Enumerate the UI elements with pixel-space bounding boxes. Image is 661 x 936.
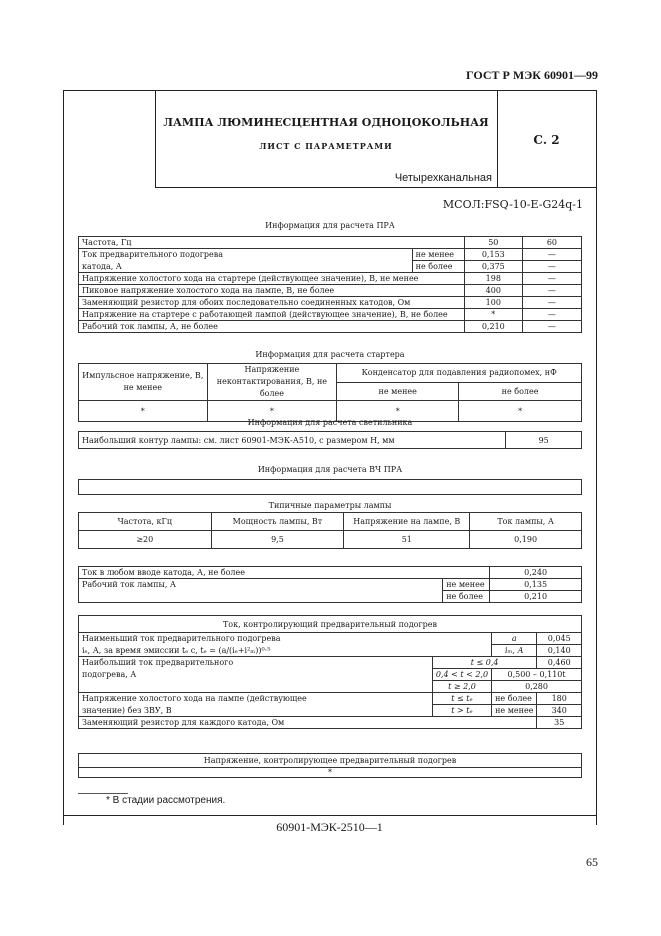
preheat-table xyxy=(78,615,582,729)
table-cell: Импульсное напряжение, В, не менее xyxy=(79,364,208,401)
table-cell: Наибольший контур лампы: см. лист 60901-МЭК-А510, с размером H, мм xyxy=(79,432,506,449)
table-cell: * xyxy=(207,401,337,422)
table-cell: 0,153 xyxy=(464,249,522,261)
table-cell: Ток, контролирующий предварительный подогрев xyxy=(79,616,582,633)
table-cell: 400 xyxy=(464,285,522,297)
table-row xyxy=(79,531,582,549)
table-cell: Напряжение неконтактирования, В, не более xyxy=(207,364,337,401)
table-cell: 0,210 xyxy=(464,321,522,333)
table-cell: iₘ, А xyxy=(492,645,537,657)
table-cell: Заменяющий резистор для каждого катода, Ом xyxy=(79,717,537,729)
table-cell: Напряжение на лампе, В xyxy=(344,513,470,531)
ballast-heading: Информация для расчета ПРА xyxy=(265,221,395,230)
table-row xyxy=(79,657,582,669)
table-row xyxy=(79,616,582,633)
table-cell: Заменяющий резистор для обоих последовательно соединенных катодов, Ом xyxy=(79,297,465,309)
table-cell: t > tₑ xyxy=(432,705,491,717)
table-cell: Ток предварительного подогрева xyxy=(79,249,413,261)
table-row xyxy=(79,669,582,681)
table-cell: 180 xyxy=(537,693,582,705)
table-cell: Рабочий ток лампы, А, не более xyxy=(79,321,465,333)
table-cell: t ≤ tₑ xyxy=(432,693,491,705)
table-cell: — xyxy=(522,249,581,261)
table-cell: 0,4 < t < 2,0 xyxy=(432,669,491,681)
table-row xyxy=(79,237,582,249)
table-cell: Конденсатор для подавления радиопомех, нФ xyxy=(337,364,582,383)
table-cell: 0,135 xyxy=(490,579,582,591)
table-row xyxy=(79,285,582,297)
table-row xyxy=(79,645,582,657)
lamp-type: Четырехканальная xyxy=(394,172,492,184)
page-label: С. 2 xyxy=(533,133,560,147)
table-cell: a xyxy=(492,633,537,645)
table-cell: iₑ, А, за время эмиссии tₑ с, tₑ = (a/(iₑ+i²ₘ))⁰·⁵ xyxy=(79,645,492,657)
table-cell: Мощность лампы, Вт xyxy=(211,513,344,531)
table-cell: Наименьший ток предварительного подогрева xyxy=(79,633,492,645)
footnote: * В стадии рассмотрения. xyxy=(106,795,226,806)
table-cell: 60 xyxy=(522,237,581,249)
table-row xyxy=(79,579,582,591)
table-cell: не менее xyxy=(443,579,490,591)
table-cell: * xyxy=(79,401,208,422)
cathode-table xyxy=(78,566,582,603)
table-cell: 0,280 xyxy=(492,681,582,693)
voltage-control-table xyxy=(78,753,582,778)
table-cell: Ток лампы, А xyxy=(470,513,582,531)
table-cell: — xyxy=(522,285,581,297)
table-cell: * xyxy=(464,309,522,321)
table-cell: 0,210 xyxy=(490,591,582,603)
title: ЛАМПА ЛЮМИНЕСЦЕНТНАЯ ОДНОЦОКОЛЬНАЯ xyxy=(163,116,489,129)
luminaire-table xyxy=(78,431,582,449)
table-row xyxy=(79,693,582,705)
table-cell: Частота, кГц xyxy=(79,513,212,531)
table-cell: 50 xyxy=(464,237,522,249)
typical-heading: Типичные параметры лампы xyxy=(268,501,392,510)
table-cell: 0,460 xyxy=(537,657,582,669)
table-cell: Напряжение на стартере с работающей лампой (действующее значение), В, не более xyxy=(79,309,465,321)
table-cell: t ≤ 0,4 xyxy=(432,657,537,669)
table-cell: не менее xyxy=(492,705,537,717)
table-cell: Напряжение, контролирующее предварительный подогрев xyxy=(79,754,582,768)
table-cell: 198 xyxy=(464,273,522,285)
table-row xyxy=(79,273,582,285)
table-row xyxy=(79,754,582,768)
table-cell: 0,375 xyxy=(464,261,522,273)
table-cell: 340 xyxy=(537,705,582,717)
table-row xyxy=(79,633,582,645)
luminaire-heading: Информация для расчета светильника xyxy=(247,418,413,427)
table-row xyxy=(79,309,582,321)
frame-top-rule xyxy=(63,90,596,91)
standard-number: ГОСТ Р МЭК 60901—99 xyxy=(466,68,598,82)
table-row xyxy=(79,717,582,729)
table-cell: не более xyxy=(459,382,582,401)
page-number: 65 xyxy=(586,855,598,869)
table-cell: не более xyxy=(443,591,490,603)
table-cell: 51 xyxy=(344,531,470,549)
table-cell: * xyxy=(337,401,459,422)
table-row xyxy=(79,249,582,261)
table-cell: 0,500 – 0,110t xyxy=(492,669,582,681)
table-cell: 0,045 xyxy=(537,633,582,645)
table-cell: Ток в любом вводе катода, А, не более xyxy=(79,567,490,579)
table-cell: 95 xyxy=(506,432,582,449)
table-cell: катода, А xyxy=(79,261,413,273)
table-cell: t ≥ 2,0 xyxy=(432,681,491,693)
table-cell: не более xyxy=(412,261,464,273)
table-cell: не менее xyxy=(412,249,464,261)
table-row xyxy=(79,567,582,579)
table-cell: Напряжение холостого хода на стартере (действующее значение), В, не менее xyxy=(79,273,465,285)
title-bottom-rule xyxy=(155,187,596,188)
table-cell: — xyxy=(522,273,581,285)
table-cell: * xyxy=(459,401,582,422)
table-row xyxy=(79,432,582,449)
table-cell: Рабочий ток лампы, А xyxy=(79,579,443,603)
table-cell: * xyxy=(79,768,582,778)
table-cell: значение) без ЗВУ, В xyxy=(79,705,433,717)
table-cell: — xyxy=(522,321,581,333)
sheet-number: 60901-МЭК-2510—1 xyxy=(276,820,383,834)
table-cell: не менее xyxy=(337,382,459,401)
table-row xyxy=(79,364,582,383)
table-row xyxy=(79,705,582,717)
table-cell: Пиковое напряжение холостого хода на лампе, В, не более xyxy=(79,285,465,297)
table-cell: ≥20 xyxy=(79,531,212,549)
table-cell: — xyxy=(522,261,581,273)
table-cell: — xyxy=(522,297,581,309)
starter-heading: Информация для расчета стартера xyxy=(255,350,405,359)
table-row xyxy=(79,768,582,778)
table-cell: 0,240 xyxy=(490,567,582,579)
hf-ballast-heading: Информация для расчета ВЧ ПРА xyxy=(257,465,403,474)
subtitle: ЛИСТ С ПАРАМЕТРАМИ xyxy=(259,141,393,151)
table-cell: Частота, Гц xyxy=(79,237,465,249)
ballast-table xyxy=(78,236,582,333)
table-cell: — xyxy=(522,309,581,321)
hf-ballast-box xyxy=(78,479,582,495)
table-row xyxy=(79,513,582,531)
table-cell: 100 xyxy=(464,297,522,309)
table-cell: 0,190 xyxy=(470,531,582,549)
table-row xyxy=(79,681,582,693)
starter-table xyxy=(78,363,582,422)
table-cell: не более xyxy=(492,693,537,705)
table-cell: 35 xyxy=(537,717,582,729)
table-cell: 0,140 xyxy=(537,645,582,657)
table-cell: Наибольший ток предварительного xyxy=(79,657,433,669)
typical-table xyxy=(78,512,582,549)
table-cell: 9,5 xyxy=(211,531,344,549)
table-cell: Напряжение холостого хода на лампе (действующее xyxy=(79,693,433,705)
designation: МСОЛ:FSQ-10-E-G24q-1 xyxy=(442,198,583,211)
table-cell: подогрева, А xyxy=(79,669,433,681)
table-row xyxy=(79,321,582,333)
table-row xyxy=(79,297,582,309)
table-row xyxy=(79,261,582,273)
sheet-rule xyxy=(63,815,596,816)
footnote-rule xyxy=(78,793,128,794)
